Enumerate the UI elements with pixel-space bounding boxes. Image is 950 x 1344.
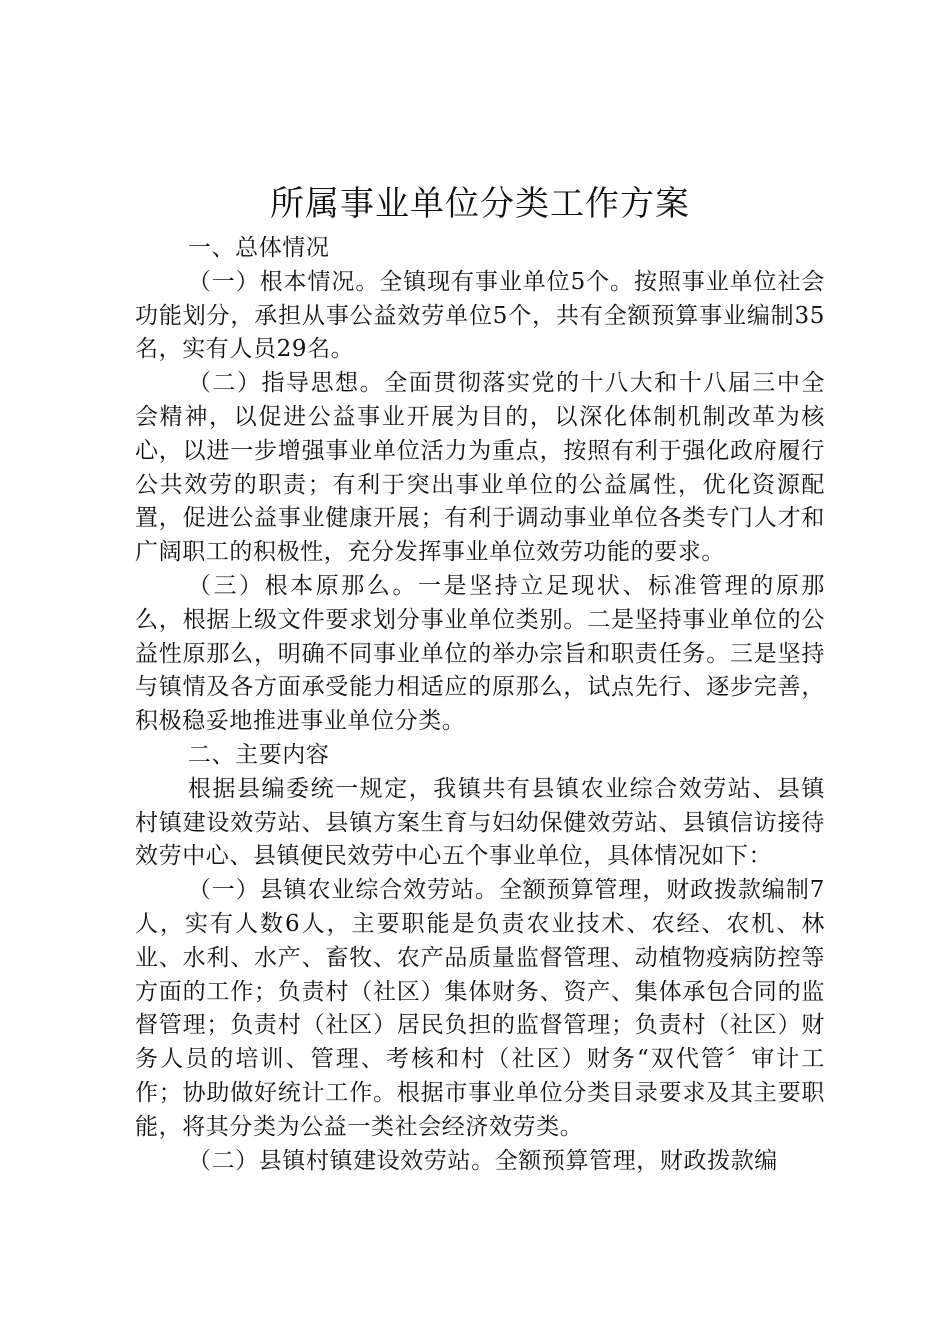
paragraph-basic-situation: （一）根本情况。全镇现有事业单位5个。按照事业单位社会功能划分，承担从事公益效劳单位5个，共有全额预算事业编制35名，实有人员29名。: [135, 268, 825, 363]
paragraph-agriculture-station: （一）县镇农业综合效劳站。全额预算管理，财政拨款编制7人，实有人数6人，主要职能是负责农业技术、农经、农机、林业、水利、水产、畜牧、农产品质量监督管理、动植物疫病防控等方面的工作；负责村（社区）集体财务、资产、集体承包合同的监督管理；负责村（社区）居民负担的监督管理；负责村（社区）财务人员的培训、管理、考核和村（社区）财务“双代管〞审计工作；协助做好统计工作。根据市事业单位分类目录要求及其主要职能，将其分类为公益一类社会经济效劳类。: [135, 877, 825, 1140]
paragraph-guiding-ideology: （二）指导思想。全面贯彻落实党的十八大和十八届三中全会精神，以促进公益事业开展为目的，以深化体制机制改革为核心，以进一步增强事业单位活力为重点，按照有利于强化政府履行公共效劳的职责；有利于突出事业单位的公益属性，优化资源配置，促进公益事业健康开展；有利于调动事业单位各类专门人才和广阔职工的积极性，充分发挥事业单位效劳功能的要求。: [135, 370, 825, 566]
document-title: 所属事业单位分类工作方案: [270, 184, 690, 224]
section-heading-main-content: 二、主要内容: [187, 741, 330, 768]
paragraph-village-construction-station: （二）县镇村镇建设效劳站。全额预算管理，财政拨款编: [187, 1147, 778, 1174]
paragraph-units-overview: 根据县编委统一规定，我镇共有县镇农业综合效劳站、县镇村镇建设效劳站、县镇方案生育与妇幼保健效劳站、县镇信访接待效劳中心、县镇便民效劳中心五个事业单位，具体情况如下：: [135, 775, 825, 870]
section-heading-overview: 一、总体情况: [187, 235, 330, 261]
document-page: [135, 180, 825, 1178]
section-main-content: [135, 739, 825, 1178]
section-overview: [135, 232, 825, 739]
paragraph-basic-principles: （三）根本原那么。一是坚持立足现状、标准管理的原那么，根据上级文件要求划分事业单位类别。二是坚持事业单位的公益性原那么，明确不同事业单位的举办宗旨和职责任务。三是坚持与镇情及各方面承受能力相适应的原那么，试点先行、逐步完善，积极稳妥地推进事业单位分类。: [135, 572, 825, 735]
